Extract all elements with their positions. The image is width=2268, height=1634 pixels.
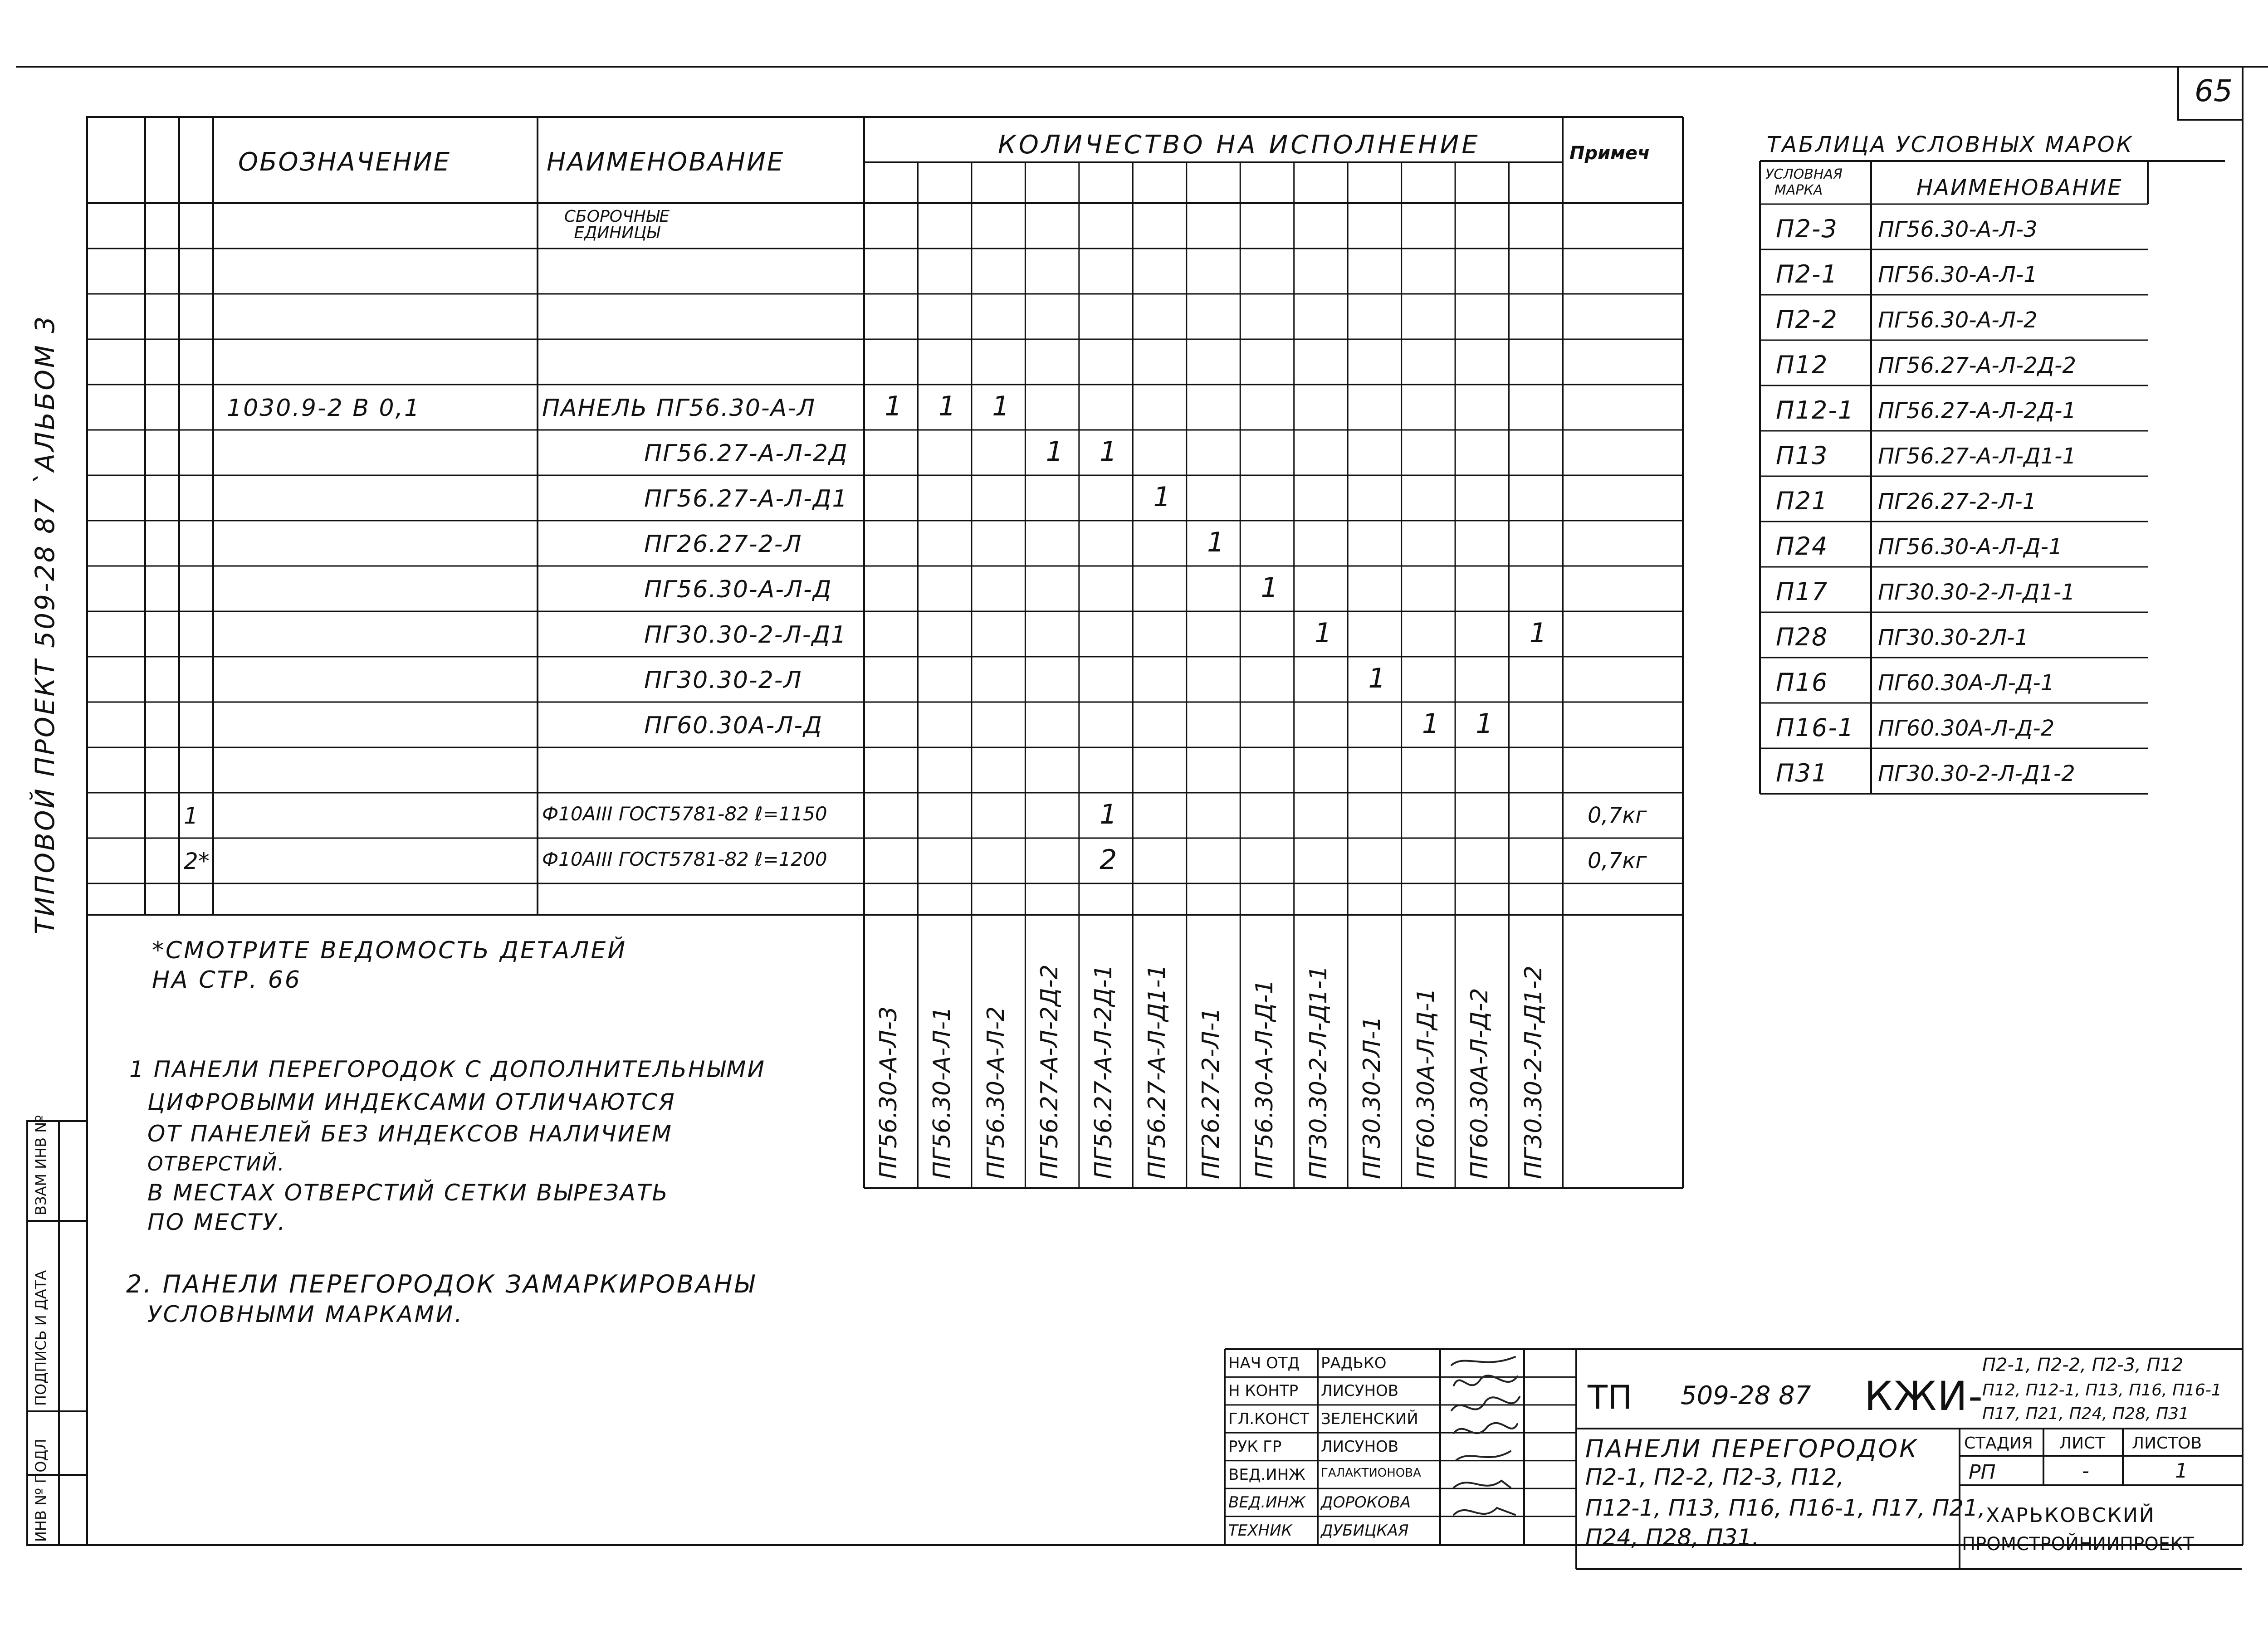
spec-column-label: ПГ56.30-А-Л-2 xyxy=(982,1006,1010,1179)
spec-qty-cell: 1 xyxy=(885,390,902,422)
code-tp: ТП xyxy=(1588,1378,1633,1416)
stamp-role: ВЕД.ИНЖ xyxy=(1228,1465,1305,1484)
spec-qty-cell: 1 xyxy=(1368,663,1386,694)
stamp-person: РАДЬКО xyxy=(1321,1354,1387,1372)
marks-row-mark: П2-3 xyxy=(1776,215,1838,243)
header-qty: КОЛИЧЕСТВО НА ИСПОЛНЕНИЕ xyxy=(998,130,1481,160)
note1-line5: В МЕСТАХ ОТВЕРСТИЙ СЕТКИ ВЫРЕЗАТЬ xyxy=(147,1180,669,1206)
stamp-person: ЛИСУНОВ xyxy=(1321,1438,1399,1456)
marks-row-mark: П21 xyxy=(1776,487,1828,515)
spec-column-label: ПГ56.30-А-Л-1 xyxy=(929,1006,956,1179)
spec-row-name: ПГ30.30-2-Л-Д1 xyxy=(644,621,847,649)
stamp-person: ЛИСУНОВ xyxy=(1321,1382,1399,1400)
margin-sign-label: ПОДПИСЬ И ДАТА xyxy=(32,1270,49,1406)
marks-row-mark: П31 xyxy=(1776,759,1828,787)
org-line2: ПРОМСТРОЙНИИПРОЕКТ xyxy=(1962,1534,2194,1555)
stamp-person: ЗЕЛЕНСКИЙ xyxy=(1321,1410,1418,1428)
spec-row-pos: 2* xyxy=(184,848,210,874)
marks-row-name: ПГ30.30-2-Л-Д1-2 xyxy=(1878,761,2075,786)
stamp-role: ГЛ.КОНСТ xyxy=(1228,1410,1310,1428)
marks-row-name: ПГ26.27-2-Л-1 xyxy=(1878,489,2037,514)
spec-qty-cell: 1 xyxy=(1207,527,1225,558)
code-marks-line2: П12, П12-1, П13, П16, П16-1 xyxy=(1982,1381,2222,1400)
signatures xyxy=(1442,1351,1524,1542)
note1-line4: ОТВЕРСТИЙ. xyxy=(147,1152,285,1176)
doc-title-line3: П12-1, П13, П16, П16-1, П17, П21, xyxy=(1585,1495,1985,1521)
spec-qty-cell: 1 xyxy=(1476,708,1493,740)
spec-row-name: ПГ30.30-2-Л xyxy=(644,667,802,694)
marks-col2-header: НАИМЕНОВАНИЕ xyxy=(1916,175,2123,200)
spec-row-name: ПГ56.27-А-Л-2Д xyxy=(644,440,848,467)
org-line1: ХАРЬКОВСКИЙ xyxy=(1986,1504,2156,1527)
spec-column-label: ПГ56.30-А-Л-Д-1 xyxy=(1251,979,1279,1179)
stamp-role: РУК ГР xyxy=(1228,1438,1282,1456)
spec-qty-cell: 1 xyxy=(1046,436,1063,468)
header-note: Примеч xyxy=(1569,143,1650,164)
section-title: СБОРОЧНЫЕ ЕДИНИЦЫ xyxy=(564,207,670,242)
doc-title-line2: П2-1, П2-2, П2-3, П12, xyxy=(1585,1464,1844,1490)
spec-column-label: ПГ60.30А-Л-Д-2 xyxy=(1466,988,1494,1179)
spec-column-label: ПГ56.27-А-Л-2Д-1 xyxy=(1090,964,1117,1179)
stamp-role: ВЕД.ИНЖ xyxy=(1228,1493,1305,1512)
spec-row-name: Ф10АIII ГОСТ5781-82 ℓ=1200 xyxy=(542,848,827,870)
spec-qty-cell: 1 xyxy=(992,390,1010,422)
marks-table-title: ТАБЛИЦА УСЛОВНЫХ МАРОК xyxy=(1767,132,2134,157)
marks-row-mark: П17 xyxy=(1776,577,1828,606)
code-kzhi: КЖИ- xyxy=(1864,1373,1984,1419)
marks-row-name: ПГ56.30-А-Л-2 xyxy=(1878,307,2038,333)
spec-row-name: ПГ26.27-2-Л xyxy=(644,531,802,558)
marks-row-name: ПГ30.30-2-Л-Д1-1 xyxy=(1878,580,2075,605)
marks-row-mark: П2-1 xyxy=(1776,260,1838,288)
spec-row-name: ПГ60.30А-Л-Д xyxy=(644,712,823,739)
sheet-value: - xyxy=(2082,1459,2089,1483)
spec-row-name: ПГ56.30-А-Л-Д xyxy=(644,576,832,603)
marks-row-name: ПГ30.30-2Л-1 xyxy=(1878,625,2029,650)
spec-row-pos: 1 xyxy=(184,803,198,829)
spec-column-label: ПГ56.27-А-Л-Д1-1 xyxy=(1144,964,1171,1179)
spec-column-label: ПГ26.27-2-Л-1 xyxy=(1197,1007,1225,1179)
stamp-role: ТЕХНИК xyxy=(1228,1521,1292,1540)
doc-title-line4: П24, П28, П31. xyxy=(1585,1524,1760,1551)
code-marks-line1: П2-1, П2-2, П2-3, П12 xyxy=(1982,1355,2184,1375)
header-name: НАИМЕНОВАНИЕ xyxy=(547,147,785,177)
spec-qty-cell: 1 xyxy=(1100,799,1117,830)
spec-qty-cell: 1 xyxy=(1529,617,1547,649)
marks-row-name: ПГ56.27-А-Л-Д1-1 xyxy=(1878,444,2077,469)
marks-row-mark: П28 xyxy=(1776,623,1828,651)
marks-col1-header-line2: МАРКА xyxy=(1774,182,1823,198)
marks-row-mark: П16-1 xyxy=(1776,713,1855,742)
note2-line1: 2. ПАНЕЛИ ПЕРЕГОРОДОК ЗАМАРКИРОВАНЫ xyxy=(126,1270,756,1298)
marks-row-mark: П2-2 xyxy=(1776,305,1838,334)
note1-line3: ОТ ПАНЕЛЕЙ БЕЗ ИНДЕКСОВ НАЛИЧИЕМ xyxy=(147,1121,673,1147)
spec-row-name: ПГ56.27-А-Л-Д1 xyxy=(644,485,848,512)
marks-row-name: ПГ56.30-А-Л-Д-1 xyxy=(1878,534,2063,560)
stage-value: РП xyxy=(1969,1461,1996,1484)
sheet-header: ЛИСТ xyxy=(2059,1434,2106,1453)
marks-row-name: ПГ56.27-А-Л-2Д-1 xyxy=(1878,398,2077,424)
sheets-value: 1 xyxy=(2175,1459,2188,1483)
note1-line1: 1 ПАНЕЛИ ПЕРЕГОРОДОК С ДОПОЛНИТЕЛЬНЫМИ xyxy=(129,1056,766,1083)
spec-row-note: 0,7кг xyxy=(1588,803,1647,828)
marks-row-mark: П12-1 xyxy=(1776,396,1855,424)
marks-row-mark: П13 xyxy=(1776,441,1828,470)
page-number: 65 xyxy=(2195,73,2233,108)
spec-qty-cell: 1 xyxy=(1100,436,1117,468)
marks-row-name: ПГ56.27-А-Л-2Д-2 xyxy=(1878,353,2077,378)
stamp-person: ГАЛАКТИОНОВА xyxy=(1321,1466,1421,1480)
margin-inv-label: ИНВ Nº ПОДЛ xyxy=(32,1439,49,1542)
spec-row-designation: 1030.9-2 В 0,1 xyxy=(227,395,421,422)
note-ref-line1: *СМОТРИТЕ ВЕДОМОСТЬ ДЕТАЛЕЙ xyxy=(152,937,627,964)
marks-row-name: ПГ60.30А-Л-Д-2 xyxy=(1878,716,2055,741)
note1-line2: ЦИФРОВЫМИ ИНДЕКСАМИ ОТЛИЧАЮТСЯ xyxy=(147,1089,676,1115)
marks-row-mark: П16 xyxy=(1776,668,1828,697)
spec-column-label: ПГ56.30-А-Л-3 xyxy=(875,1006,902,1179)
sheets-header: ЛИСТОВ xyxy=(2132,1434,2202,1453)
spec-column-label: ПГ30.30-2-Л-Д1-2 xyxy=(1520,966,1547,1179)
spec-row-name: Ф10АIII ГОСТ5781-82 ℓ=1150 xyxy=(542,803,827,825)
spec-qty-cell: 2 xyxy=(1100,844,1117,876)
spec-qty-cell: 1 xyxy=(1422,708,1440,740)
code-marks-line3: П17, П21, П24, П28, П31 xyxy=(1982,1405,2189,1423)
album-line: ТИПОВОЙ ПРОЕКТ 509-28 87 `АЛЬБОМ 3 xyxy=(29,314,60,934)
marks-row-name: ПГ56.30-А-Л-3 xyxy=(1878,217,2038,242)
spec-row-name: ПАНЕЛЬ ПГ56.30-А-Л xyxy=(542,395,816,422)
stamp-role: Н КОНТР xyxy=(1228,1382,1299,1400)
spec-column-label: ПГ30.30-2-Л-Д1-1 xyxy=(1305,966,1332,1179)
stamp-role: НАЧ ОТД xyxy=(1228,1354,1300,1372)
spec-column-label: ПГ60.30А-Л-Д-1 xyxy=(1412,988,1440,1179)
stamp-person: ДУБИЦКАЯ xyxy=(1321,1521,1409,1540)
spec-row-note: 0,7кг xyxy=(1588,848,1647,873)
header-designation: ОБОЗНАЧЕНИЕ xyxy=(238,147,451,177)
note2-line2: УСЛОВНЫМИ МАРКАМИ. xyxy=(147,1301,464,1327)
note1-line6: ПО МЕСТУ. xyxy=(147,1209,287,1235)
doc-title-line1: ПАНЕЛИ ПЕРЕГОРОДОК xyxy=(1585,1434,1919,1463)
note-ref-line2: НА СТР. 66 xyxy=(152,966,302,994)
spec-column-label: ПГ30.30-2Л-1 xyxy=(1359,1016,1386,1179)
marks-row-name: ПГ56.30-А-Л-1 xyxy=(1878,262,2038,288)
spec-qty-cell: 1 xyxy=(938,390,956,422)
marks-row-mark: П12 xyxy=(1776,351,1828,379)
code-number: 509-28 87 xyxy=(1681,1381,1811,1410)
margin-vzam-label: ВЗАМ ИНВ Nº xyxy=(32,1115,49,1215)
spec-qty-cell: 1 xyxy=(1314,617,1332,649)
marks-row-name: ПГ60.30А-Л-Д-1 xyxy=(1878,670,2055,696)
spec-qty-cell: 1 xyxy=(1261,572,1278,604)
marks-col1-header-line1: УСЛОВНАЯ xyxy=(1765,166,1843,182)
stage-header: СТАДИЯ xyxy=(1964,1434,2033,1453)
spec-column-label: ПГ56.27-А-Л-2Д-2 xyxy=(1036,964,1064,1179)
marks-row-mark: П24 xyxy=(1776,532,1828,561)
stamp-person: ДОРОКОВА xyxy=(1321,1493,1411,1512)
spec-qty-cell: 1 xyxy=(1153,481,1171,513)
